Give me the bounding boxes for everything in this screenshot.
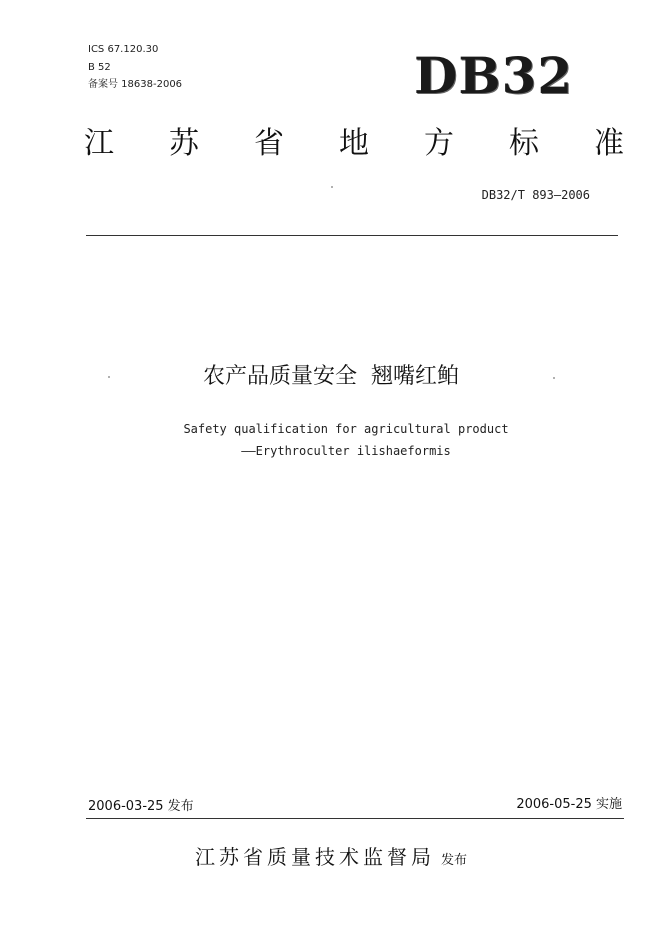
header-divider bbox=[86, 235, 618, 236]
implementation-date: 2006-05-25 实施 bbox=[516, 797, 622, 812]
standard-type-char: 准 bbox=[594, 126, 624, 161]
record-number: 备案号 18638-2006 bbox=[88, 79, 183, 90]
issuer-block bbox=[0, 842, 662, 876]
standard-type-char: 省 bbox=[254, 126, 284, 161]
ccs-code: B 52 bbox=[88, 62, 111, 73]
standard-type-char: 江 bbox=[84, 126, 114, 161]
scan-speck bbox=[108, 376, 110, 378]
title-english-line2: ——Erythroculter ilishaeformis bbox=[241, 444, 451, 458]
issuer-name: 江苏省质量技术监督局 bbox=[194, 845, 435, 869]
standard-type-char: 标 bbox=[509, 126, 539, 161]
scan-speck bbox=[553, 377, 555, 379]
standard-type-heading bbox=[84, 124, 624, 164]
standard-type-char: 方 bbox=[424, 126, 454, 161]
title-chinese: 农产品质量安全 翘嘴红鲌 bbox=[203, 364, 459, 389]
ics-code: ICS 67.120.30 bbox=[88, 44, 159, 55]
issuer-suffix: 发布 bbox=[440, 853, 467, 868]
standard-type-char: 苏 bbox=[169, 126, 199, 161]
title-english-line1: Safety qualification for agricultural product bbox=[183, 422, 509, 436]
scan-speck bbox=[331, 186, 333, 188]
db32-logo: DB32 bbox=[414, 46, 574, 105]
standard-type-char: 地 bbox=[339, 126, 369, 161]
issue-date: 2006-03-25 发布 bbox=[88, 799, 194, 814]
footer-divider bbox=[86, 818, 624, 819]
standard-number: DB32/T 893—2006 bbox=[481, 188, 590, 202]
